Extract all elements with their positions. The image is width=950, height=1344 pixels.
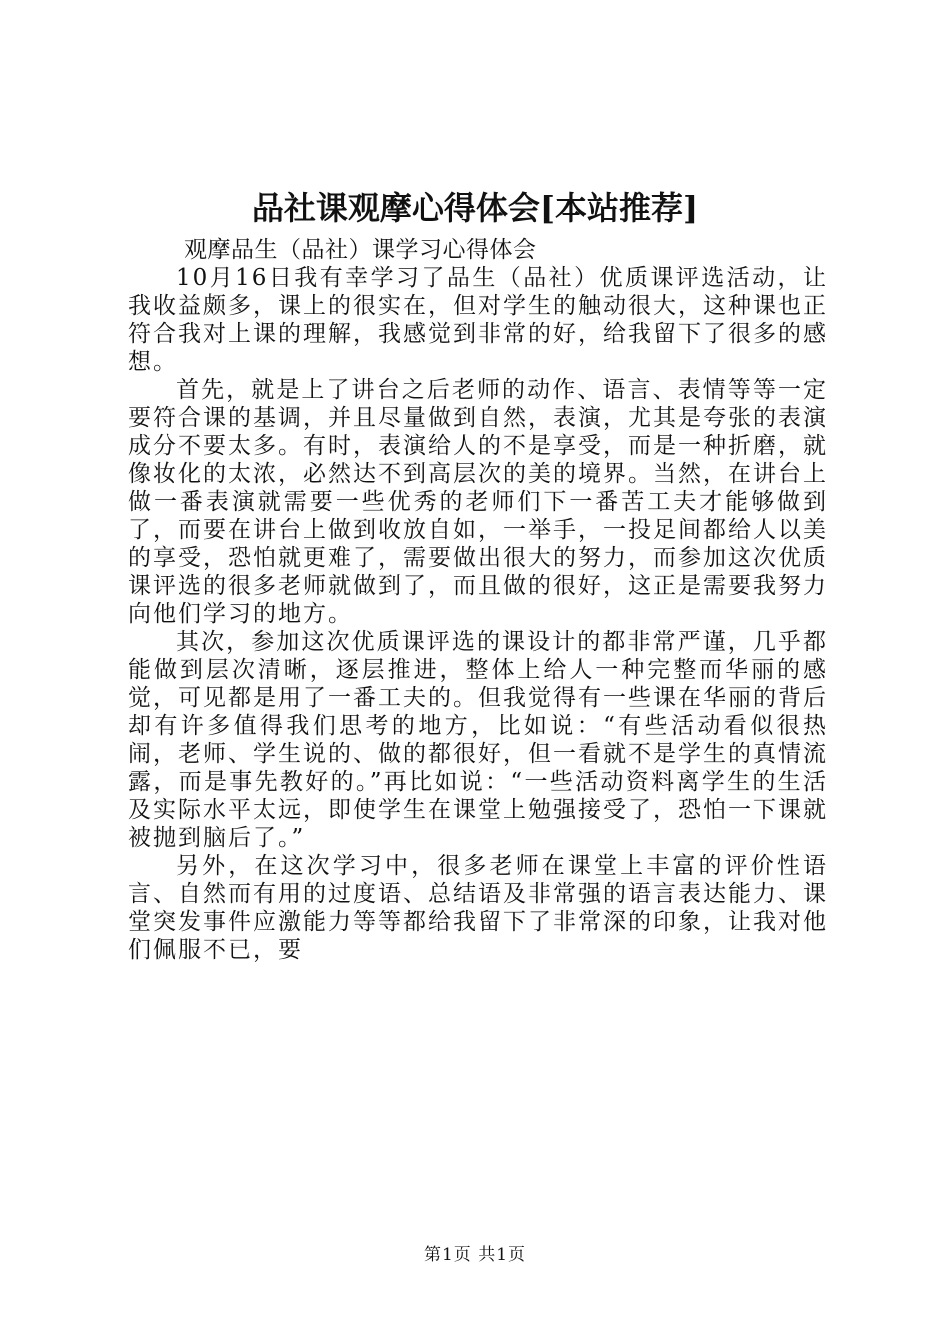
document-title: 品社课观摩心得体会[本站推荐] (251, 189, 699, 227)
paragraph-2: 首先，就是上了讲台之后老师的动作、语言、表情等等一定要符合课的基调，并且尽量做到自然，表演，尤其是夸张的表演成分不要太多。有时，表演给人的不是享受，而是一种折磨，就像妆化的太浓，必然达不到高层次的美的境界。当然，在讲台上做一番表演就需要一些优秀的老师们下一番苦工夫才能够做到了，而要在讲台上做到收放自如，一举手，一投足间都给人以美的享受，恐怕就更难了，需要做出很大的努力，而参加这次优质课评选的很多老师就做到了，而且做的很好，这正是需要我努力向他们学习的地方。 (128, 377, 828, 627)
paragraph-3: 其次，参加这次优质课评选的课设计的都非常严谨，几乎都能做到层次清晰，逐层推进，整体上给人一种完整而华丽的感觉，可见都是用了一番工夫的。但我觉得有一些课在华丽的背后却有许多值得我们思考的地方，比如说：“有些活动看似很热闹，老师、学生说的、做的都很好，但一看就不是学生的真情流露，而是事先教好的。”再比如说：“一些活动资料离学生的生活及实际水平太远，即使学生在课堂上勉强接受了，恐怕一下课就被抛到脑后了。” (128, 629, 828, 851)
document-body (128, 236, 828, 964)
paragraph-1: 10月16日我有幸学习了品生（品社）优质课评选活动，让我收益颇多，课上的很实在，但对学生的触动很大，这种课也正符合我对上课的理解，我感觉到非常的好，给我留下了很多的感想。 (128, 265, 828, 375)
document-subtitle: 观摩品生（品社）课学习心得体会 (184, 237, 537, 263)
page-footer: 第1页 共1页 (423, 1245, 527, 1265)
paragraph-4: 另外，在这次学习中，很多老师在课堂上丰富的评价性语言、自然而有用的过度语、总结语及非常强的语言表达能力、课堂突发事件应激能力等等都给我留下了非常深的印象，让我对他们佩服不已，要 (128, 853, 828, 963)
